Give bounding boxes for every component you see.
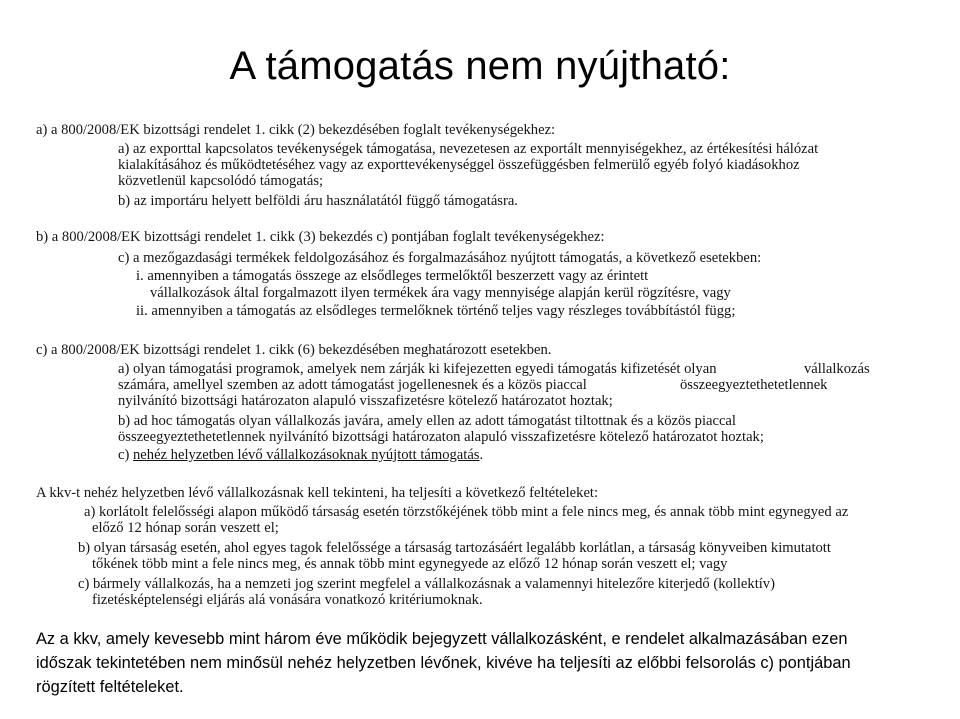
kkv-heading: A kkv-t nehéz helyzetben lévő vállalkozásnak kell tekinteni, ha teljesíti a következő feltételeket: <box>36 485 599 501</box>
slide-title: A támogatás nem nyújtható: <box>229 44 731 88</box>
kkv-item-a-line1: a) korlátolt felelősségi alapon működő társaság esetén törzstőkéjének több mint a fele nincs meg, és annak több mint egynegyed az <box>84 504 849 520</box>
section-c-item-b-line1: b) ad hoc támogatás olyan vállalkozás javára, amely ellen az adott támogatást tiltottnak és a közös piaccal <box>118 413 736 429</box>
section-b-heading: b) a 800/2008/EK bizottsági rendelet 1. cikk (3) bekezdés c) pontjában foglalt tevékenységekhez: <box>36 229 605 245</box>
section-c-item-c-underlined: nehéz helyzetben lévő vállalkozásoknak nyújtott támogatás <box>133 447 480 463</box>
section-a-item-b: b) az importáru helyett belföldi áru használatától függő támogatásra. <box>118 193 518 209</box>
kkv-item-b-line2: tőkének több mint a fele nincs meg, és annak több mint egynegyede az előző 12 hónap során veszett el; vagy <box>92 556 728 572</box>
kkv-item-a-line2: előző 12 hónap során veszett el; <box>92 520 279 536</box>
kkv-item-c-line1: c) bármely vállalkozás, ha a nemzeti jog szerint megfelel a vállalkozásnak a valamennyi hitelezőre kiterjedő (kollektív) <box>78 576 775 592</box>
section-a-heading: a) a 800/2008/EK bizottsági rendelet 1. cikk (2) bekezdésében foglalt tevékenységekhez: <box>36 122 556 138</box>
kkv-item-c-line2: fizetésképtelenségi eljárás alá vonására vonatkozó kritériumoknak. <box>92 592 483 608</box>
section-c-heading: c) a 800/2008/EK bizottsági rendelet 1. cikk (6) bekezdésében meghatározott esetekben. <box>36 342 552 358</box>
section-a-item-a-line2: kialakításához és működtetéséhez vagy az exporttevékenységgel összefüggésben felmerülő egyéb folyó kiadásokhoz <box>118 157 800 173</box>
section-b-item-i-line1: i. amennyiben a támogatás összege az elsődleges termelőktől beszerzett vagy az érintett <box>136 268 649 284</box>
section-c-item-a-line2-end: összeegyeztethetetlennek <box>680 377 828 393</box>
section-b-item-c: c) a mezőgazdasági termékek feldolgozásához és forgalmazásához nyújtott támogatás, a következő esetekben: <box>118 250 762 266</box>
section-c-item-a-line3: nyilvánító bizottsági határozaton alapuló visszafizetésre kötelező határozatot hoztak; <box>118 393 613 409</box>
kkv-item-b-line1: b) olyan társaság esetén, ahol egyes tagok felelőssége a társaság tartozásáért legalább korlátlan, a társaság könyveiben kimutatott <box>78 540 831 556</box>
section-c-item-c: c) nehéz helyzetben lévő vállalkozásoknak nyújtott támogatás. <box>118 447 484 463</box>
section-c-item-a-line2: számára, amellyel szemben az adott támogatást jogellenesnek és a közös piaccal <box>118 377 587 393</box>
closing-line1: Az a kkv, amely kevesebb mint három éve működik bejegyzett vállalkozásként, e rendelet alkalmazásában ezen <box>36 630 848 648</box>
closing-line2: időszak tekintetében nem minősül nehéz helyzetben lévőnek, kivéve ha teljesíti az előbbi felsorolás c) pontjában <box>36 654 851 672</box>
section-b-item-i-line2: vállalkozások által forgalmazott ilyen termékek ára vagy mennyisége alapján kerül rögzítésre, vagy <box>150 285 731 301</box>
section-c-item-a-line1: a) olyan támogatási programok, amelyek nem zárják ki kifejezetten egyedi támogatás kifizetését olyan <box>118 361 717 377</box>
section-a-item-a-line3: közvetlenül kapcsolódó támogatás; <box>118 173 324 189</box>
section-c-item-a-line1-end: vállalkozás <box>804 361 870 377</box>
section-c-item-b-line2: összeegyeztethetetlennek nyilvánító bizottsági határozaton alapuló visszafizetésre kötelező határozatot hoztak; <box>118 429 764 445</box>
section-a-item-a-line1: a) az exporttal kapcsolatos tevékenységek támogatása, nevezetesen az exportált mennyiségekhez, az értékesítési hálózat <box>118 141 819 157</box>
section-b-item-ii: ii. amennyiben a támogatás az elsődleges termelőknek történő teljes vagy részleges továbbítástól függ; <box>136 303 736 319</box>
closing-line3: rögzített feltételeket. <box>36 678 184 696</box>
